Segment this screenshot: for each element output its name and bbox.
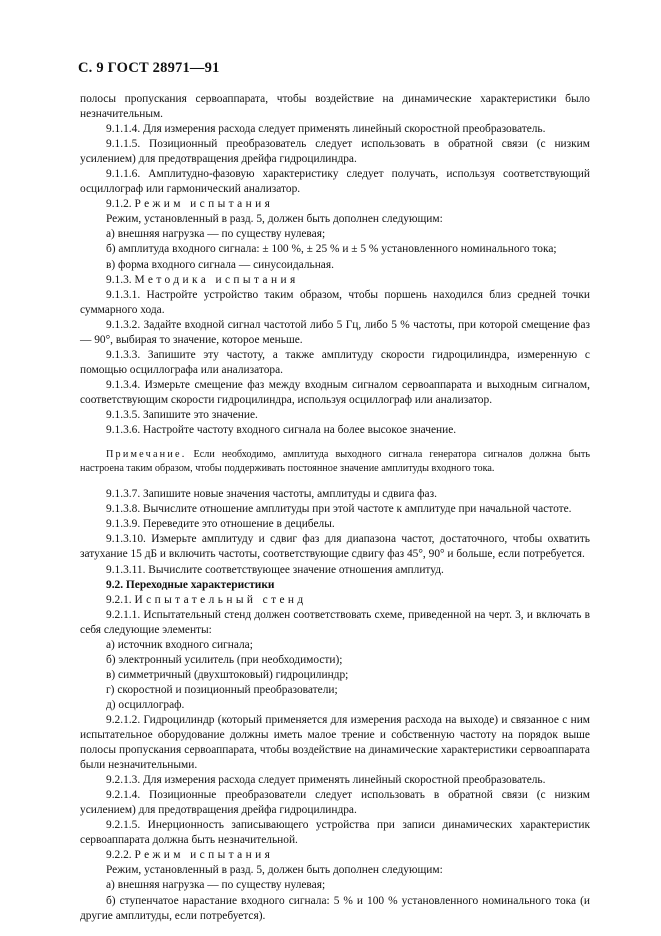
- note: [80, 448, 590, 475]
- section-number: 9.2.2.: [106, 849, 132, 862]
- paragraph: 9.2.1.1. Испытательный стенд должен соответствовать схеме, приведенной на черт. 3, и включать в себя следующие элементы:: [80, 608, 590, 636]
- paragraph: 9.1.3.6. Настройте частоту входного сигнала на более высокое значение.: [106, 424, 457, 437]
- section-heading: [80, 197, 590, 212]
- note-text: Если необходимо, амплитуда выходного сигнала генератора сигналов должна быть настроена таким образом, чтобы поддерживать постоянное значение амплитуды входного тока.: [80, 449, 590, 474]
- section-heading: [80, 273, 590, 288]
- section-number: 9.1.3.: [106, 273, 132, 286]
- list-item: в) симметричный (двухштоковый) гидроцилиндр;: [106, 668, 349, 681]
- paragraph: 9.1.3.9. Переведите это отношение в децибелы.: [106, 518, 335, 531]
- list-item: а) источник входного сигнала;: [106, 638, 253, 651]
- section-heading: [80, 593, 590, 608]
- paragraph: Режим, установленный в разд. 5, должен быть дополнен следующим:: [106, 213, 443, 226]
- paragraph: 9.1.1.4. Для измерения расхода следует применять линейный скоростной преобразователь.: [106, 123, 546, 136]
- paragraph: 9.1.3.5. Запишите это значение.: [106, 408, 258, 421]
- paragraph: Режим, установленный в разд. 5, должен быть дополнен следующим:: [106, 864, 443, 877]
- paragraph: полосы пропускания сервоаппарата, чтобы воздействие на динамические характеристики было незначительным.: [80, 93, 590, 121]
- list-item: б) амплитуда входного сигнала: ± 100 %, ± 25 % и ± 5 % установленного номинального тока;: [106, 243, 557, 256]
- section-title: Методика испытания: [134, 273, 299, 286]
- document-body: [80, 92, 590, 924]
- section-title: Испытательный стенд: [134, 593, 307, 606]
- paragraph: 9.1.3.10. Измерьте амплитуду и сдвиг фаз для диапазона частот, достаточного, чтобы охватить затухание 15 дБ и включить частоты, соответствующие сдвигу фаз 45°, 90° и больше, если потребуется.: [80, 533, 590, 561]
- list-item: г) скоростной и позиционный преобразователи;: [106, 683, 338, 696]
- paragraph: 9.1.3.7. Запишите новые значения частоты, амплитуды и сдвига фаз.: [106, 488, 437, 501]
- paragraph: 9.2.1.3. Для измерения расхода следует применять линейный скоростной преобразователь.: [106, 774, 546, 787]
- page-header: С. 9 ГОСТ 28971—91: [78, 60, 220, 76]
- list-item: в) форма входного сигнала — синусоидальная.: [106, 258, 334, 271]
- subsection-heading: 9.2. Переходные характеристики: [106, 578, 275, 591]
- paragraph: 9.2.1.5. Инерционность записывающего устройства при записи динамических характеристик сервоаппарата должна быть незначительной.: [80, 819, 590, 847]
- paragraph: 9.1.1.5. Позиционный преобразователь следует использовать в обратной связи (с низким усилением) для предотвращения дрейфа гидроцилиндра.: [80, 138, 590, 166]
- section-title: Режим испытания: [134, 198, 274, 211]
- section-title: Режим испытания: [134, 849, 274, 862]
- paragraph: 9.1.3.2. Задайте входной сигнал частотой либо 5 Гц, либо 5 % частоты, при которой смещение фаз — 90°, выбирая то значение, которое меньше.: [80, 318, 590, 346]
- paragraph: 9.1.3.3. Запишите эту частоту, а также амплитуду скорости гидроцилиндра, измеренную с помощью осциллографа или анализатора.: [80, 348, 590, 376]
- section-number: 9.2.1.: [106, 593, 132, 606]
- section-number: 9.1.2.: [106, 198, 132, 211]
- list-item: б) ступенчатое нарастание входного сигнала: 5 % и 100 % установленного номинального тока (и другие амплитуды, если потребуется).: [80, 894, 590, 922]
- paragraph: 9.1.3.1. Настройте устройство таким образом, чтобы поршень находился близ средней точки суммарного хода.: [80, 288, 590, 316]
- paragraph: 9.1.3.11. Вычислите соответствующее значение отношения амплитуд.: [106, 563, 444, 576]
- list-item: д) осциллограф.: [106, 698, 185, 711]
- paragraph: 9.2.1.2. Гидроцилиндр (который применяется для измерения расхода на выходе) и связанное с ним испытательное оборудование должны иметь малое трение и собственную частоту на порядок выше полосы пропускания сервоаппарата, чтобы воздействие на динамические характеристики сервоаппарата были незначительными.: [80, 713, 590, 772]
- paragraph: 9.1.3.8. Вычислите отношение амплитуды при этой частоте к амплитуде при начальной частоте.: [106, 503, 572, 516]
- note-label: Примечание.: [106, 449, 187, 461]
- list-item: а) внешняя нагрузка — по существу нулевая;: [106, 228, 326, 241]
- list-item: а) внешняя нагрузка — по существу нулевая;: [106, 879, 326, 892]
- paragraph: 9.1.3.4. Измерьте смещение фаз между входным сигналом сервоаппарата и выходным сигналом, соответствующим скорости гидроцилиндра, используя осциллограф или анализатор.: [80, 378, 590, 406]
- paragraph: 9.2.1.4. Позиционные преобразователи следует использовать в обратной связи (с низким усилением) для предотвращения дрейфа гидроцилиндра.: [80, 789, 590, 817]
- list-item: б) электронный усилитель (при необходимости);: [106, 653, 343, 666]
- paragraph: 9.1.1.6. Амплитудно-фазовую характеристику следует получать, используя соответствующий осциллограф или гармонический анализатор.: [80, 168, 590, 196]
- section-heading: [80, 848, 590, 863]
